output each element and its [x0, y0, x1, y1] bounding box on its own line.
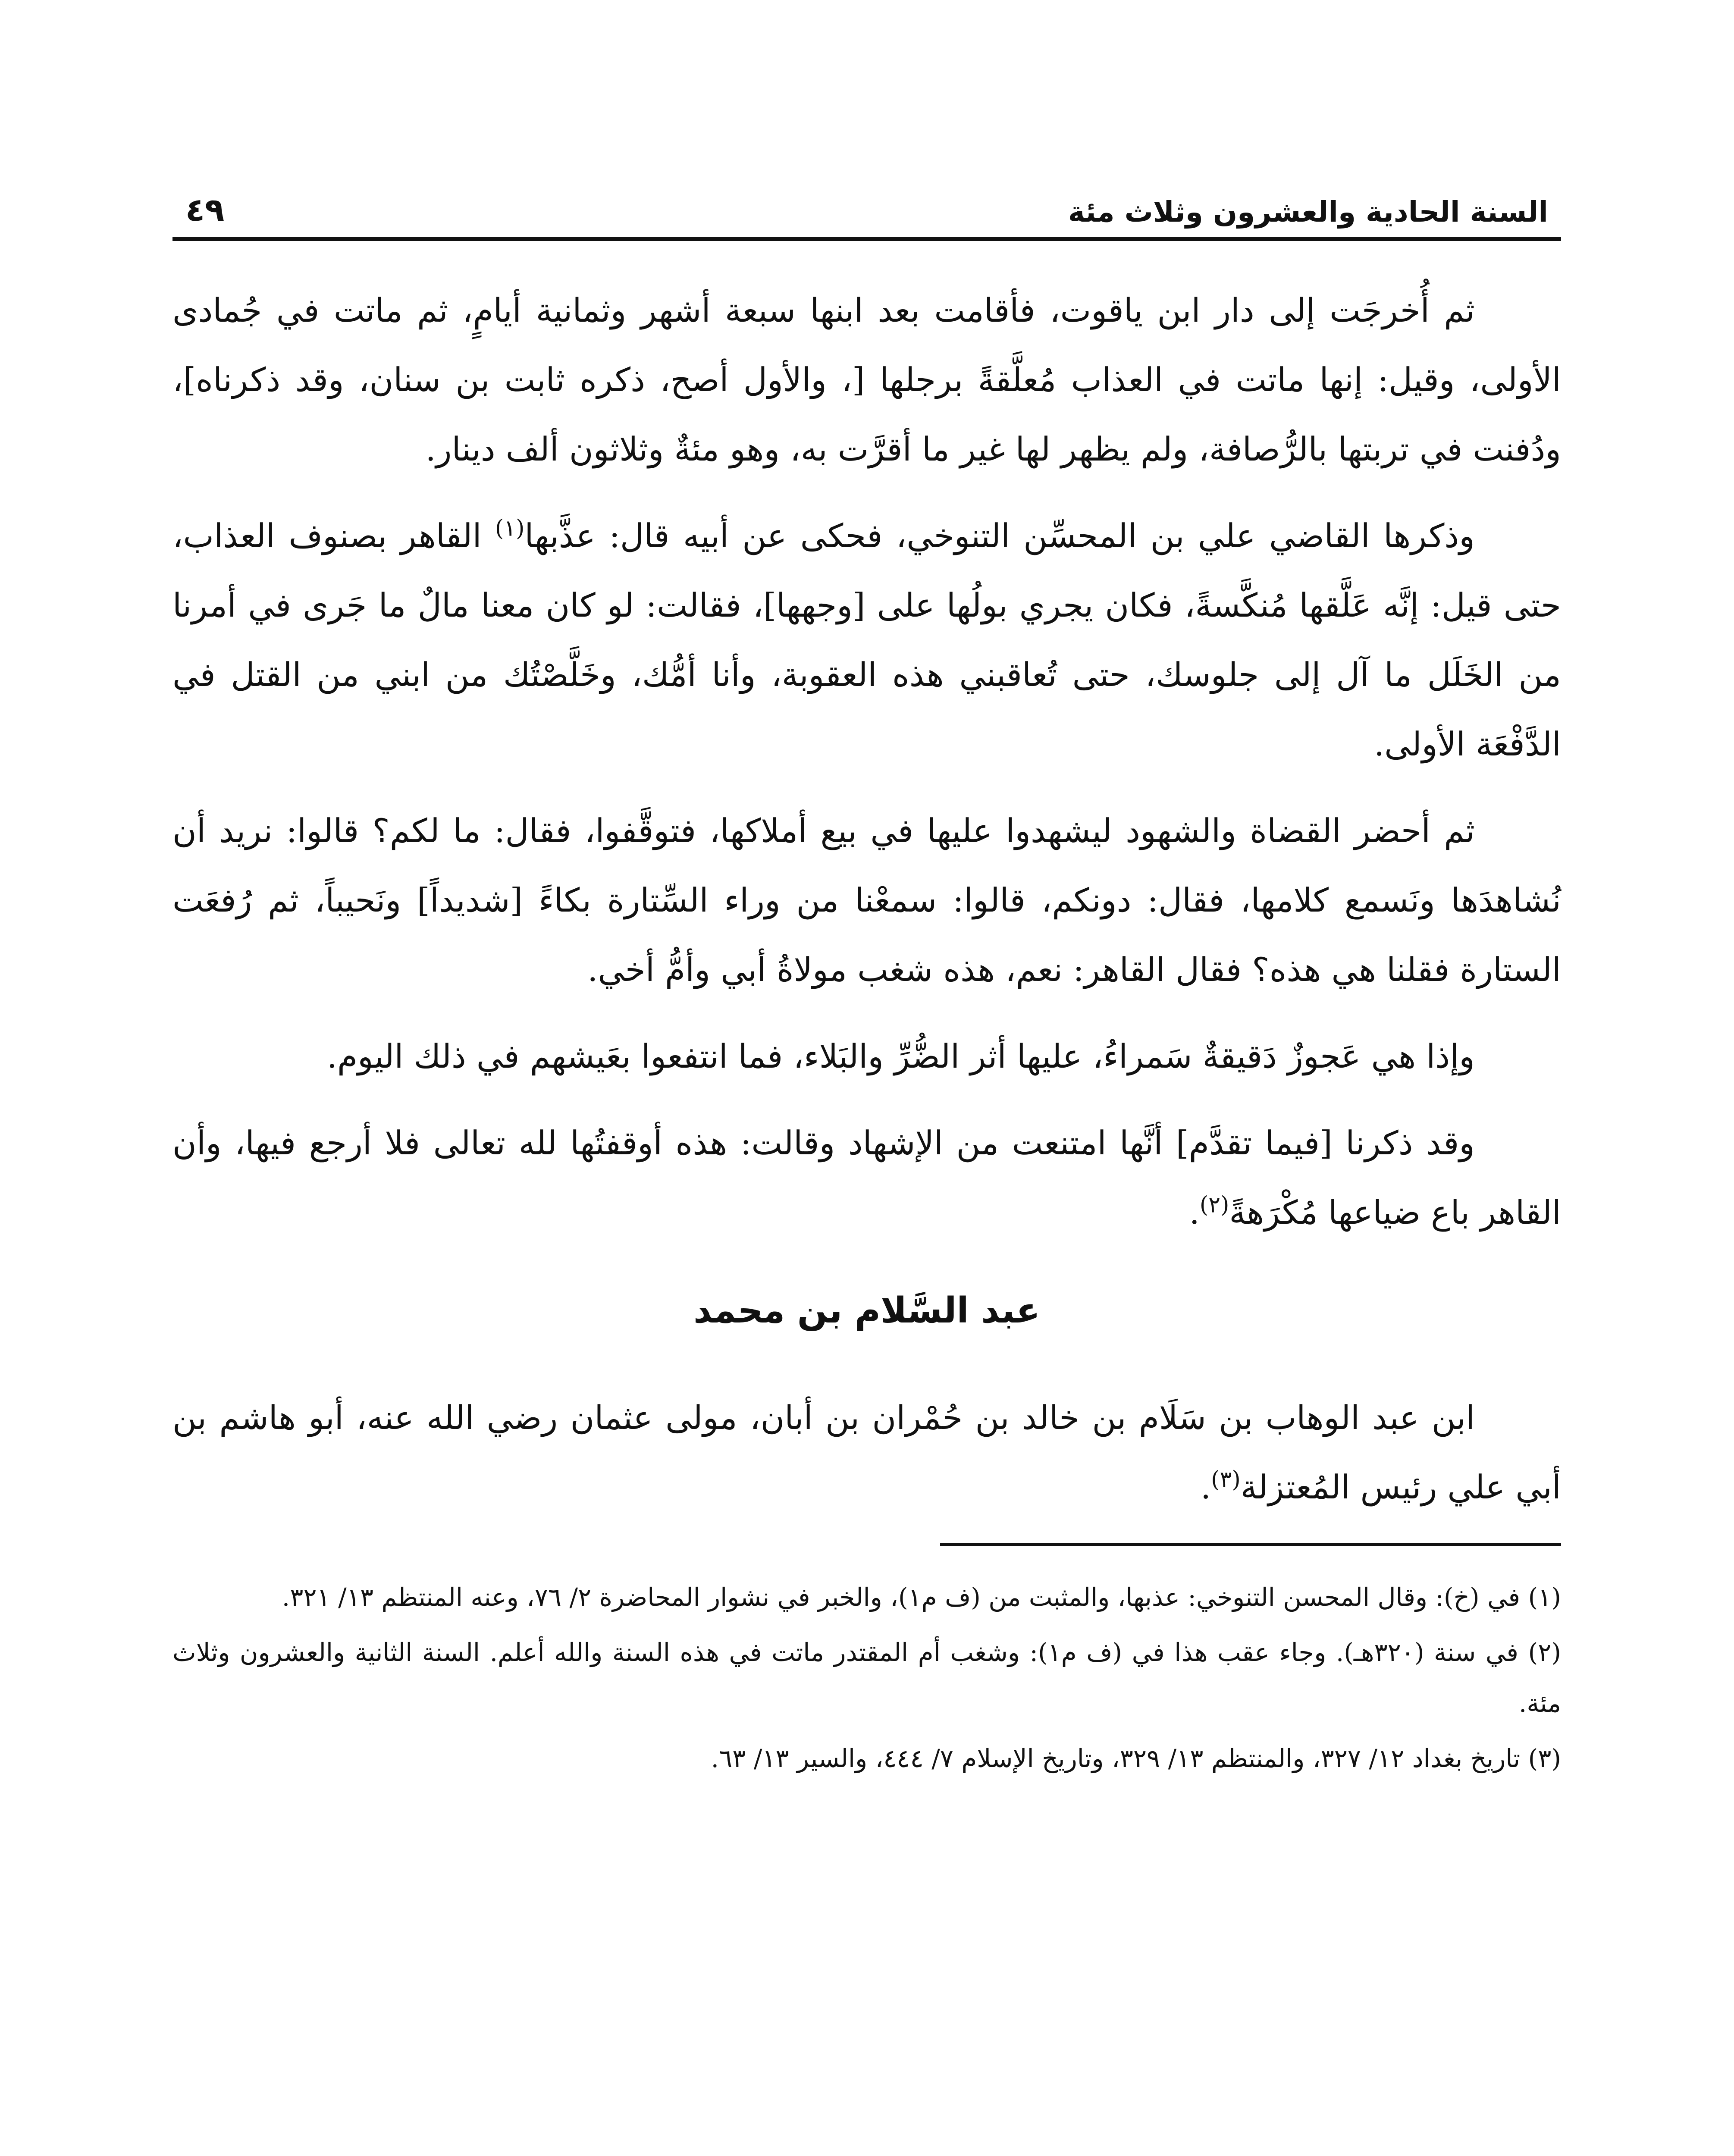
running-header — [172, 164, 1561, 241]
footnote-marker: (٣) — [1211, 1467, 1241, 1493]
footnote: (٢) في سنة (٣٢٠هـ). وجاء عقب هذا في (ف م١): وشغب أم المقتدر ماتت في هذه السنة والله أعلم. السنة الثانية والعشرون وثلاث مئة. — [172, 1638, 1561, 1718]
paragraph-text: القاهر بصنوف العذاب، حتى قيل: إنَّه عَلَّقها مُنكَّسةً، فكان يجري بولُها على [وجهها]، فقالت: لو كان معنا مالٌ ما جَرى في أمرنا من الخَلَل ما آل إلى جلوسك، حتى تُعاقبني هذه العقوبة، وأنا أمُّك، وخَلَّصْتُك من ابني من القتل في الدَّفْعَة الأولى. — [172, 517, 1561, 763]
paragraph-text: . — [1189, 1193, 1200, 1232]
footnote: (٣) تاريخ بغداد ١٢/ ٣٢٧، والمنتظم ١٣/ ٣٢٩، وتاريخ الإسلام ٧/ ٤٤٤، والسير ١٣/ ٦٣. — [711, 1744, 1561, 1773]
paragraph-text: وقد ذكرنا [فيما تقدَّم] أنَّها امتنعت من الإشهاد وقالت: هذه أوقفتُها لله تعالى فلا أرجع فيها، وأن القاهر باع ضياعها مُكْرَهةً — [172, 1124, 1561, 1232]
paragraph-text: وذكرها القاضي علي بن المحسِّن التنوخي، فحكى عن أبيه قال: عذَّبها — [524, 517, 1475, 555]
page-number: ٤٩ — [185, 191, 225, 229]
footnotes — [172, 1572, 1561, 1784]
paragraph-text: . — [1201, 1468, 1211, 1506]
footnote: (١) في (خ): وقال المحسن التنوخي: عذبها، والمثبت من (ف م١)، والخبر في نشوار المحاضرة ٢/ ٧٦، وعنه المنتظم ١٣/ ٣٢١. — [282, 1583, 1561, 1612]
running-title: السنة الحادية والعشرون وثلاث مئة — [1068, 195, 1548, 229]
paragraph-text: ثم أُخرجَت إلى دار ابن ياقوت، فأقامت بعد ابنها سبعة أشهر وثمانية أيامٍ، ثم ماتت في جُمادى الأولى، وقيل: إنها ماتت في العذاب مُعلَّقةً برجلها [، والأول أصح، ذكره ثابت بن سنان، وقد ذكرناه]، ودُفنت في تربتها بالرُّصافة، ولم يظهر لها غير ما أقرَّت به، وهو مئةٌ وثلاثون ألف دينار. — [172, 291, 1561, 468]
paragraph — [172, 501, 1561, 779]
footnote-marker: (١) — [495, 515, 525, 542]
paragraph — [172, 1383, 1561, 1522]
paragraph — [172, 276, 1561, 484]
paragraph — [172, 1022, 1561, 1091]
section-heading: عبد السَّلام بن محمد — [693, 1290, 1040, 1331]
main-text — [172, 276, 1561, 1522]
book-page — [172, 164, 1561, 2156]
footnote-divider — [940, 1543, 1561, 1546]
paragraph-text: وإذا هي عَجوزٌ دَقيقةٌ سَمراءُ، عليها أثر الضُّرِّ والبَلاء، فما انتفعوا بعَيشهم في ذلك اليوم. — [326, 1037, 1475, 1075]
paragraph-text: ابن عبد الوهاب بن سَلَام بن خالد بن حُمْران بن أبان، مولى عثمان رضي الله عنه، أبو هاشم بن أبي علي رئيس المُعتزلة — [172, 1398, 1561, 1506]
paragraph-text: ثم أحضر القضاة والشهود ليشهدوا عليها في بيع أملاكها، فتوقَّفوا، فقال: ما لكم؟ قالوا: نريد أن نُشاهدَها ونَسمع كلامها، فقال: دونكم، قالوا: سمعْنا من وراء السِّتارة بكاءً [شديداً] ونَحيباً، ثم رُفعَت الستارة فقلنا هي هذه؟ فقال القاهر: نعم، هذه شغب مولاةُ أبي وأمُّ أخي. — [172, 812, 1561, 989]
paragraph — [172, 796, 1561, 1004]
paragraph — [172, 1108, 1561, 1247]
footnote-marker: (٢) — [1199, 1192, 1229, 1218]
